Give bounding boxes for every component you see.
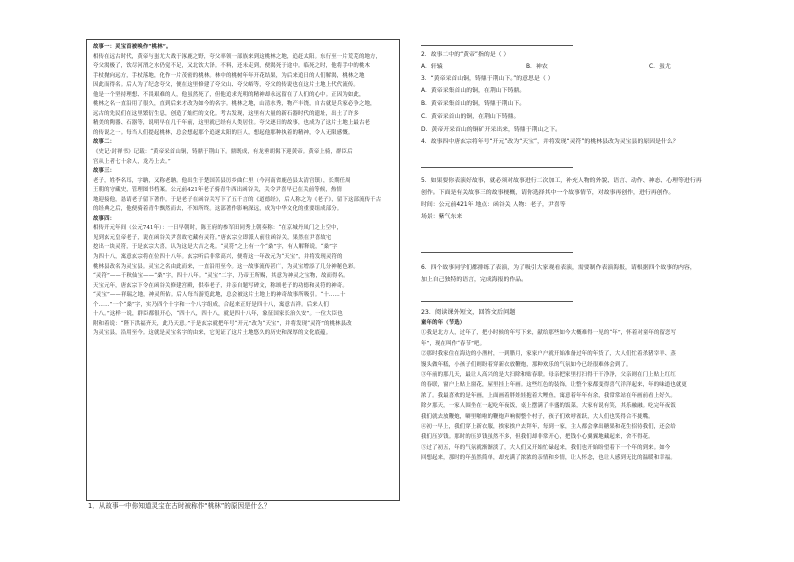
story-line: 桃林之名一直沿用了很久，直到后来才改为如今的名字。桃林之地，山清水秀，物产丰饶，自古就是兵家必争之地， (93, 101, 376, 108)
question-5-line: 5．如果要你表演好故事，就必须对故事进行二次加工，补充人物的外貌、语言、动作、神态、心理等进行再 (421, 178, 702, 184)
option-a[interactable]: A．黄帝采集首山的铜，在荆山下铸鼎。 (421, 88, 526, 94)
story-passage-box (86, 39, 400, 501)
story-line: 《史记·封禅书》记载：“黄帝采首山铜，铸鼎于荆山下。鼎既成，有龙垂胡髯下迎黄帝。黄帝上骑，群臣后 (93, 149, 353, 156)
story-line: 故事三： (93, 168, 116, 175)
option-a[interactable]: A．轩辕 (421, 64, 443, 70)
story-line: 故事一：灵宝首被唤作“桃林”。 (93, 44, 172, 50)
story-line: 见到玄元皇帝老子，说在函谷关尹喜故宅藏有灵符。”唐玄宗立即派人前往函谷关，果然在尹喜故宅 (93, 234, 332, 241)
answer-line (421, 301, 573, 302)
question-23-title: 23．阅读课外短文，回答文后问题 (421, 309, 516, 316)
story-line: 手杖抛向远方，手杖落地，化作一片茂密的桃林。林中的桃树年年开花结果，为后来追日的人们解渴，桃林之地 (93, 72, 365, 79)
story-line: 天宝元年，唐玄宗下令在函谷关修建宫殿，供奉老子，并亲自题写碑文，称颂老子的功德和灵符的神奇。 (93, 282, 348, 289)
essay-line: 我们就去放鞭炮，噼里啪啦的鞭炮声响彻整个村子，孩子们欢呼雀跃，大人们也笑得合不拢嘴。 (421, 413, 654, 420)
question-1: 1．从故事一中你知道灵宝在古时被称作“桃林”的原因是什么？ (88, 502, 271, 510)
story-line: 王朝的守藏史，管理图书档案。公元前421年老子骑青牛西出函谷关，关令尹喜早已在关前等候，热情 (93, 187, 342, 194)
essay-line: 我们压岁钱。那时的压岁钱虽然不多，但我们却非常开心，把钱小心翼翼地藏起来，舍不得花。 (421, 434, 654, 441)
option-c[interactable]: C．蚩尤 (649, 64, 671, 70)
question-2-options (421, 60, 746, 72)
story-line: 老子，姓李名耳，字聃，又称老聃。他出生于楚国苦县厉乡曲仁里（今河南省鹿邑县太清宫镇），长期任周 (93, 177, 351, 184)
question-4: 4．故事四中唐玄宗将年号“开元”改为“天宝”，并将发现“灵符”的桃林县改为灵宝县的原因是什么？ (421, 139, 679, 145)
story-line: 他是一个坚持理想、不畏艰难的人，他虽然死了，但他追求光明的精神却永远留在了人们的心中。正因为如此， (93, 91, 365, 98)
story-line: “灵符”——千秋仙宝——“桑”字，四十八年。“灵宝”二字，乃帝王所赐，其意为神灵之宝物，故而得名。 (93, 273, 349, 280)
story-line: 精美的陶器、石器等，说明早在几千年前，这里就已经有人类居住。夸父逐日的故事，也成为了这片土地上最古老 (93, 120, 371, 127)
essay-title: 童年的年（节选） (421, 320, 466, 326)
answer-line (421, 252, 573, 253)
story-line: 故事二： (93, 139, 116, 146)
story-line: 桃林县改名为灵宝县。灵宝之名由此而来，一直沿用至今。这一故事流传甚广，为灵宝增添了几分神秘色彩。 (93, 263, 359, 270)
story-line: 因此而得名。后人为了纪念夸父，便在这里修建了夸父山、夸父峪等，夸父的传说也在这片土地上代代流传。 (93, 82, 359, 89)
story-line: 个……”一个“桑”字，实乃四个十字和一个八字组成，合起来正好是四十八，寓意吉祥。后来人们 (93, 301, 329, 308)
essay-line: 年”，现在叫作“春节”吧。 (421, 340, 486, 347)
right-column (421, 39, 746, 464)
question-3: 3．“黄帝采首山铜，铸鼎于荆山下。”的意思是（ ） (421, 76, 554, 82)
essay-line: ④初一早上，我们穿上新衣服，挨家挨户去拜年，每到一家，主人都会拿出糖果和花生招待我们，还会给 (421, 424, 676, 431)
question-6-line: 6．四个故事同学们都排练了表演，为了吸引大家观看表演，需要制作表演海报，请根据四个故事的内容， (421, 265, 696, 271)
story-line: 相传开元年间（公元741年）：一日早朝时，陈王府的参军田同秀上朝奏称：“在京城丹凤门之上空中， (93, 225, 343, 232)
essay-line: ⑤过了初五，年的气氛就渐渐淡了，大人们又开始忙碌起来，我们也开始盼望着下一个年的到来。如今 (421, 444, 671, 451)
story-line: 相传在远古时代，黄帝与蚩尤大战于涿鹿之野，夸父率领一部族来到这桃林之地，追赶太阳。东行至一片荒芜的地方， (93, 53, 382, 60)
essay-line: 回想起来，那时的年虽然简单，却充满了浓浓的亲情和乡情，让人怀念，也让人感到无比的温暖和幸福。 (421, 455, 676, 462)
story-line: 宫从上者七十余人，龙乃上去。” (93, 158, 171, 165)
essay-line: 除夕那天，一家人围坐在一起吃年夜饭，桌上摆满了丰盛的饭菜，大家有说有笑，其乐融融。吃完年夜饭 (421, 403, 676, 410)
option-b[interactable]: B．神农 (526, 64, 548, 70)
story-line: 附和着说：“陛下洪福齐天，此乃天意。”于是玄宗就把年号“开元”改为“天宝”，并将发现“灵符”的桃林县改 (93, 320, 352, 327)
question-5-line: 场景：紫气东来 (421, 214, 463, 220)
essay-line: 浓了。我最喜欢的是年画，上面画着胖娃娃抱着大鲤鱼，寓意着年年有余，我常常站在年画前看上好久。 (421, 392, 676, 399)
option-d[interactable]: D．黄帝开采首山的铜矿开采出来，铸鼎于荆山之下。 (421, 127, 562, 133)
essay-line: ①我是北方人，过年了，把小时候的年写下来，献给那些如今大概难得一见的“年”，怀着对童年的留恋写 (421, 330, 677, 337)
story-line: 远古的先民们在这里繁衍生息，创造了灿烂的文化。考古发现，这里有大量的新石器时代的遗址，出土了许多 (93, 110, 359, 117)
option-c[interactable]: C．黄帝采首山的铜，在荆山下铸鼎。 (421, 114, 520, 120)
essay-line: ②那时我家住在海边的小渔村，一到腊月，家家户户就开始准备过年的年货了，大人们忙着杀猪宰羊、蒸 (421, 351, 676, 358)
answer-line (421, 167, 573, 168)
story-line: “灵宝”——祥瑞之地，神灵所佑。后人每当游览此地，总会被这片土地上的神奇故事所吸引。“十……十 (93, 292, 346, 299)
story-line: 地迎接他，恳请老子留下著作。于是老子在函谷关写下了五千言的《道德经》，后人称之为《老子》，留下这部流传千古 (93, 196, 382, 203)
story-line: 的经典之后，他便骑着青牛飘然而去，不知所终。这部著作影响深远，成为中华文化的重要组成部分。 (93, 206, 343, 213)
essay-line: ③年前的那几天，最让人高兴的是大扫除和贴春联。母亲把家里打扫得干干净净，父亲则在门上贴上红红 (421, 372, 676, 379)
story-line: 为四十八，寓意玄宗将在位四十八年。玄宗听后非常高兴，便将这一年改元为“天宝”，并将发现灵符的 (93, 254, 343, 261)
story-line: 的传说之一。每当人们提起桃林，总会想起那个追逐太阳的巨人，想起他那种执着的精神，令人无限感慨。 (93, 129, 354, 136)
question-5-line: 时间：公元前421年 地点：函谷关 人物：老子，尹喜等 (421, 202, 566, 208)
story-line: 十八。”这样一说，群臣都很开心，“四十八，四十八，就是四十八年，象征国家长治久安”。一位大臣也 (93, 311, 343, 318)
story-line: 为灵宝县，沿用至今。这就是灵宝名字的由来，它见证了这片土地悠久的历史和深厚的文化底蕴。 (93, 330, 332, 337)
story-line: 故事四： (93, 215, 116, 222)
answer-line (421, 45, 573, 46)
essay-line: 馒头做年糕，小孩子们则盼着穿新衣放鞭炮，那种欢乐的气氛如今已经很难体会到了。 (421, 361, 632, 368)
question-6-line: 加上自己独特的语言，完成海报的作品。 (421, 277, 528, 283)
story-line: 挖出一块灵符，于是玄宗大喜，认为这是大吉之兆。“灵符”之上有一个“桑”字，有人解释说，“桑”字 (93, 244, 338, 251)
option-b[interactable]: B．黄帝采集首山的铜，铸鼎于荆山下。 (421, 101, 526, 107)
story-line: 夸父渴极了，饮尽河渭之水仍觉不足，又北饮大泽。不料，还未走到，便渴死于途中。临死之时，他将手中的桃木 (93, 63, 371, 70)
essay-line: 的春联，窗户上贴上窗花，屋里挂上年画。这些红色的装饰，让整个家都变得喜气洋洋起来，年的味道也就更 (421, 382, 687, 389)
question-5-line: 创作。下面是有关故事三的故事梗概，请你选择其中一个故事情节，对故事再创作，进行再创作。 (421, 190, 675, 196)
question-2: 2．故事二中的“黄帝”指的是（ ） (421, 52, 510, 58)
essay-passage (421, 328, 746, 463)
